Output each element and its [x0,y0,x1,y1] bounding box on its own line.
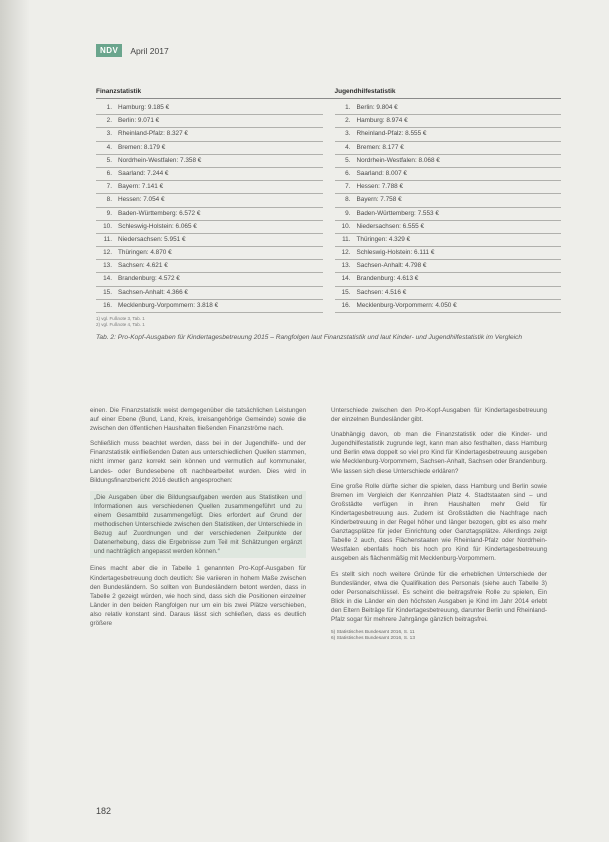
table-row [96,168,323,181]
block-quote: „Die Ausgaben über die Bildungsaufgaben werden aus Statistiken und Informationen aus verschiedenen Quellen zusammengeführt und zu einem Gesamtbild zusammengefügt. Dies erfordert auf Grund der methodischen Unterschiede zwischen den Statistiken, der Unterschiede in Bezug auf Zuordnungen und der verschiedenen Zeitpunkte der Datenerhebung, dass die Ergebnisse zum Teil mit Schätzungen ergänzt und nachträglich angepasst werden können.“ [90,491,306,559]
state-amount: Schleswig-Holstein: 6.065 € [118,222,197,230]
state-amount: Rheinland-Pfalz: 8.555 € [356,130,427,138]
state-amount: Hessen: 7.054 € [118,196,165,204]
rank-number: 8. [106,196,112,204]
table-footnote-1: 1) vgl. Fußnote 3, Tab. 1 [96,316,145,321]
rank-number: 10. [103,222,112,230]
rank-number: 3. [106,130,112,138]
state-amount: Mecklenburg-Vorpommern: 4.050 € [356,301,457,309]
endnotes [331,630,547,642]
rank-number: 6. [345,169,351,177]
paragraph: Eines macht aber die in Tabelle 1 genannten Pro-Kopf-Ausgaben für Kindertagesbetreuung doch deutlich: Sie variieren in hohem Maße zwischen den Bundesländern. So sollten von Bundesländern betont werden, dass in Tabelle 2 gezeigt würden, wie hoch sind, dass sich die Positionen einzelner Länder in den beiden Rangfolgen nur um ein bis zwei Plätze verschieben, also relativ konstant sind. Daraus lässt sich schließen, dass es deutlich größere [90,565,306,627]
table-row [96,300,323,313]
state-amount: Niedersachsen: 5.951 € [118,235,186,243]
state-amount: Bremen: 8.177 € [356,143,404,151]
state-amount: Baden-Württemberg: 6.572 € [118,209,201,217]
rank-number: 13. [103,262,112,270]
state-amount: Mecklenburg-Vorpommern: 3.818 € [118,301,219,309]
table-row [335,115,562,128]
rank-number: 11. [103,235,112,243]
table-row [96,194,323,207]
table-row [96,221,323,234]
rank-number: 9. [106,209,112,217]
paragraph: Es stellt sich noch weitere Gründe für die erheblichen Unterschiede der Bundesländer, etwa die Qualifikation des Personals (siehe auch Tabelle 3) oder Personalschlüssel. Es scheint die beitragsfreie Rolle zu spielen, Ein Blick in die Länder ein den höchsten Ausgaben je Kind im Jahr 2014 erlebt den Eltern Beiträge für Kindertagesbetreuung, darunter Berlin und Rheinland-Pfalz sogar für mehrere Jahrgänge gänzlich beitragsfrei. [331,570,547,623]
table-row [335,142,562,155]
table-footnotes [96,316,561,328]
table-row [96,155,323,168]
table-row [96,208,323,221]
state-amount: Niedersachsen: 6.555 € [356,222,425,230]
state-amount: Hessen: 7.788 € [356,183,404,191]
rank-number: 13. [341,262,351,270]
table-row [335,287,562,300]
rank-number: 15. [341,288,351,296]
rank-number: 16. [341,301,351,309]
endnote-1: 5) Statistisches Bundesamt 2016, S. 11 [331,630,415,636]
table-row [96,260,323,273]
table-row [335,155,562,168]
state-amount: Brandenburg: 4.572 € [118,275,180,283]
table-row [335,102,562,115]
table-row [96,115,323,128]
rank-number: 10. [341,222,351,230]
state-amount: Sachsen: 4.516 € [356,288,407,296]
rank-number: 2. [106,117,112,125]
state-amount: Saarland: 8.007 € [356,169,407,177]
paragraph: Unterschiede zwischen den Pro-Kopf-Ausgaben für Kindertagesbetreuung der einzelnen Bundesländer gibt. [331,407,547,424]
rank-number: 11. [342,235,351,243]
rank-number: 4. [106,143,112,151]
table-row [96,128,323,141]
finance-ranking-column [96,102,323,313]
state-amount: Sachsen-Anhalt: 4.366 € [118,288,188,296]
rank-number: 12. [341,249,351,257]
state-amount: Rheinland-Pfalz: 8.327 € [118,130,188,138]
state-amount: Thüringen: 4.329 € [356,235,411,243]
rank-number: 14. [103,275,112,283]
rank-number: 8. [345,196,351,204]
state-amount: Nordrhein-Westfalen: 7.358 € [118,156,202,164]
table-row [335,181,562,194]
endnote-2: 6) Statistisches Bundesamt 2016, S. 13 [331,636,415,642]
rank-number: 14. [341,275,351,283]
rank-number: 5. [345,156,351,164]
state-amount: Bayern: 7.141 € [118,183,164,191]
table-row [335,300,562,313]
table-row [96,287,323,300]
rank-number: 12. [103,249,112,257]
state-amount: Nordrhein-Westfalen: 8.068 € [356,156,440,164]
finance-stat-heading: Finanzstatistik [96,88,142,95]
table-row [335,221,562,234]
state-amount: Brandenburg: 4.613 € [356,275,419,283]
table-caption: Tab. 2: Pro-Kopf-Ausgaben für Kindertagesbetreuung 2015 – Rangfolgen laut Finanzstatistik und laut Kinder- und Jugendhilfestatistik im Vergleich [96,334,523,341]
table-row [335,234,562,247]
rank-number: 16. [103,301,112,309]
table-row [96,247,323,260]
state-amount: Hamburg: 8.974 € [356,117,408,125]
table-body [96,102,561,313]
table-row [335,128,562,141]
youth-stat-heading: Jugendhilfestatistik [334,88,396,95]
rank-number: 4. [345,143,351,151]
state-amount: Baden-Württemberg: 7.553 € [356,209,439,217]
rank-number: 7. [345,183,351,191]
state-amount: Bremen: 8.179 € [118,143,166,151]
table-row [96,273,323,286]
state-amount: Thüringen: 4.870 € [118,249,172,257]
rank-number: 5. [106,156,112,164]
rank-number: 3. [345,130,351,138]
table-row [335,247,562,260]
state-amount: Bayern: 7.758 € [356,196,402,204]
rank-number: 1. [106,104,112,111]
table-row [335,208,562,221]
state-amount: Sachsen-Anhalt: 4.798 € [356,262,427,270]
body-column-left [90,406,306,634]
state-amount: Sachsen: 4.621 € [118,262,168,270]
finance-ranking-list [96,102,323,313]
table-row [96,181,323,194]
paragraph: Schließlich muss beachtet werden, dass bei in der Jugendhilfe- und der Finanzstatistik einfließenden Daten aus unterschiedlichen Quellen stammen, nicht immer ganz korrekt sein können und vermutlich auf kommunaler, Landes- oder Bundesebene oft nachbearbeitet wurden. Dies wird in Bildungsfinanzbericht 2016 deutlich angesprochen: [90,440,306,484]
state-amount: Berlin: 9.804 € [356,104,398,111]
state-amount: Schleswig-Holstein: 6.111 € [356,249,435,257]
table-row [96,234,323,247]
rank-number: 1. [345,104,351,111]
rank-number: 6. [106,169,112,177]
state-amount: Berlin: 9.071 € [118,117,160,125]
youth-ranking-list [335,102,562,313]
table-footnote-2: 2) vgl. Fußnote 4, Tab. 1 [96,322,145,327]
table-row [335,168,562,181]
table-row [335,273,562,286]
rank-number: 2. [345,117,351,125]
page-header [96,44,169,57]
table-row [96,102,323,115]
paragraph: einen. Die Finanzstatistik weist demgegenüber die tatsächlichen Leistungen auf einer Ebene (Bund, Land, Kreis, kreisangehörige Gemeinde) sowie die zwischen den öffentlichen Haushalten fließenden Finanzströme nach. [90,407,306,433]
table-row [96,142,323,155]
paragraph: Unabhängig davon, ob man die Finanzstatistik oder die Kinder- und Jugendhilfestatistik zugrunde legt, kann man also festhalten, dass Hamburg und Berlin etwa doppelt so viel pro Kind für Kindertagesbetreuung ausgeben wie Mecklenburg-Vorpommern, Sachsen-Anhalt, Sachsen oder Brandenburg. Wie lassen sich diese Unterschiede erklären? [331,431,547,475]
paragraph: Eine große Rolle dürfte sicher die spielen, dass Hamburg und Berlin sowie Bremen im Vergleich der Kennzahlen Platz 4. Stadtstaaten sind – und Großstädte verfügen in ihren Haushalten mehr Geld für Kindertagesbetreuung aus. Zudem ist Großstädten die Nachfrage nach Kinderbetreuung in der Regel höher und länger bezogen, gibt es also mehr Ganztagsplätze für jeder Einrichtung oder Ganztagsplätze. Allerdings zeigt Tabelle 2 auch, dass Flächenstaaten wie Rheinland-Pfalz oder Nordrhein-Westfalen ebenfalls hoch bis hoch pro Kind für Kindertagesbetreuung ausgeben als flächenmäßig mit Mecklenburg-Vorpommern. [331,482,547,563]
binding-shadow [0,0,30,842]
rank-number: 9. [345,209,351,217]
rank-number: 15. [103,288,112,296]
page-number: 182 [96,806,112,816]
table-header-row [96,88,561,99]
issue-date: April 2017 [130,45,169,56]
table-row [335,194,562,207]
rank-number: 7. [106,183,112,191]
state-amount: Hamburg: 9.185 € [118,104,170,111]
youth-ranking-column [323,102,562,313]
state-amount: Saarland: 7.244 € [118,169,169,177]
table-row [335,260,562,273]
journal-logo: NDV [96,44,122,57]
body-column-right [331,406,547,642]
ranking-table [96,88,561,326]
